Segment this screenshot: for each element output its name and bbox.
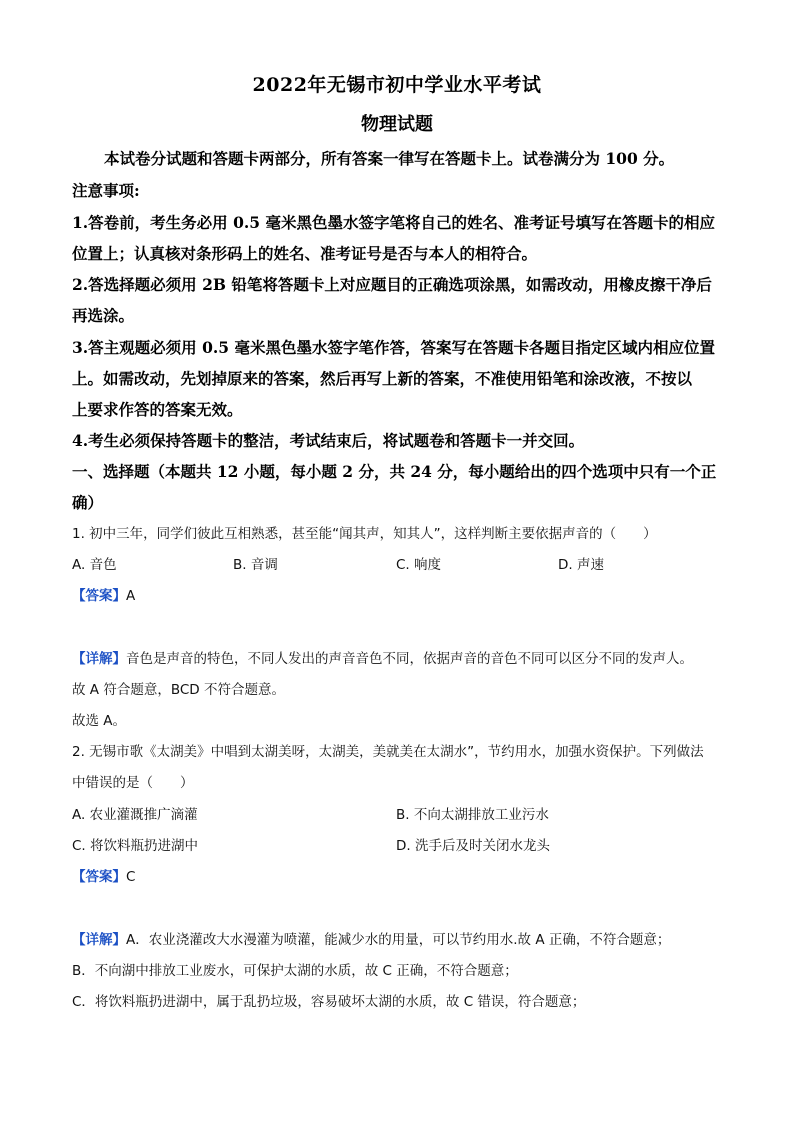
answer-tag: 【答案】	[72, 588, 126, 604]
question-2-stem-cont: 中错误的是（ ）	[72, 775, 194, 791]
notice-line: 3.答主观题必须用 0.5 毫米黑色墨水签字笔作答，答案写在答题卡各题目指定区域内相应位置	[72, 338, 715, 357]
question-1-detail	[72, 649, 693, 669]
question-2-option-b: B. 不向太湖排放工业污水	[396, 807, 549, 823]
notice-heading: 注意事项:	[72, 181, 140, 200]
question-2-detail-line: C．将饮料瓶扔进湖中，属于乱扔垃圾，容易破坏太湖的水质，故 C 错误，符合题意；	[72, 994, 586, 1010]
question-1-answer	[72, 586, 135, 606]
subject-title: 物理试题	[361, 114, 433, 135]
notice-line: 4.考生必须保持答题卡的整洁，考试结束后，将试题卷和答题卡一并交回。	[72, 431, 585, 450]
question-2-option-c: C. 将饮料瓶扔进湖中	[72, 838, 199, 854]
question-1-stem: 1. 初中三年，同学们彼此互相熟悉，甚至能“闻其声，知其人”，这样判断主要依据声音的（ ）	[72, 526, 657, 542]
question-1-option-d: D. 声速	[558, 557, 604, 573]
question-2-detail	[72, 930, 670, 950]
notice-line: 2.答选择题必须用 2B 铅笔将答题卡上对应题目的正确选项涂黑，如需改动，用橡皮擦干净后	[72, 275, 712, 294]
answer-value: A	[126, 588, 136, 604]
question-1-option-c: C. 响度	[396, 557, 442, 573]
question-2-stem: 2. 无锡市歌《太湖美》中唱到太湖美呀，太湖美，美就美在太湖水”，节约用水，加强水资保护。下列做法	[72, 744, 704, 760]
question-2-option-d: D. 洗手后及时关闭水龙头	[396, 838, 550, 854]
question-2-answer	[72, 867, 135, 887]
section-heading-cont: 确）	[72, 493, 104, 512]
notice-line: 1.答卷前，考生务必用 0.5 毫米黑色墨水签字笔将自己的姓名、准考证号填写在答题卡的相应	[72, 213, 715, 232]
question-1-detail-line: 故 A 符合题意，BCD 不符合题意。	[72, 682, 285, 698]
question-2-detail-line: B．不向湖中排放工业废水，可保护太湖的水质，故 C 正确，不符合题意；	[72, 963, 518, 979]
instructions-intro: 本试卷分试题和答题卡两部分，所有答案一律写在答题卡上。试卷满分为 100 分。	[104, 149, 675, 168]
detail-tag: 【详解】	[72, 932, 126, 948]
question-1-detail-line: 故选 A。	[72, 713, 127, 729]
detail-tag: 【详解】	[72, 651, 126, 667]
answer-value: C	[126, 869, 136, 885]
notice-line: 上。如需改动，先划掉原来的答案，然后再写上新的答案，不准使用铅笔和涂改液，不按以	[72, 369, 693, 388]
answer-tag: 【答案】	[72, 869, 126, 885]
notice-line: 上要求作答的答案无效。	[72, 400, 243, 419]
exam-title: 2022年无锡市初中学业水平考试	[252, 74, 542, 96]
question-2-option-a: A. 农业灌溉推广滴灌	[72, 807, 198, 823]
detail-text: 音色是声音的特色，不同人发出的声音音色不同，依据声音的音色不同可以区分不同的发声人。	[126, 651, 693, 667]
question-1-option-b: B. 音调	[233, 557, 278, 573]
question-1-option-a: A. 音色	[72, 557, 117, 573]
section-heading: 一、选择题（本题共 12 小题，每小题 2 分，共 24 分，每小题给出的四个选项中只有一个正	[72, 462, 717, 481]
notice-line: 再选涂。	[72, 306, 135, 325]
notice-line: 位置上；认真核对条形码上的姓名、准考证号是否与本人的相符合。	[72, 244, 538, 263]
detail-text: A．农业浇灌改大水漫灌为喷灌，能减少水的用量，可以节约用水.故 A 正确，不符合题意；	[126, 932, 671, 948]
